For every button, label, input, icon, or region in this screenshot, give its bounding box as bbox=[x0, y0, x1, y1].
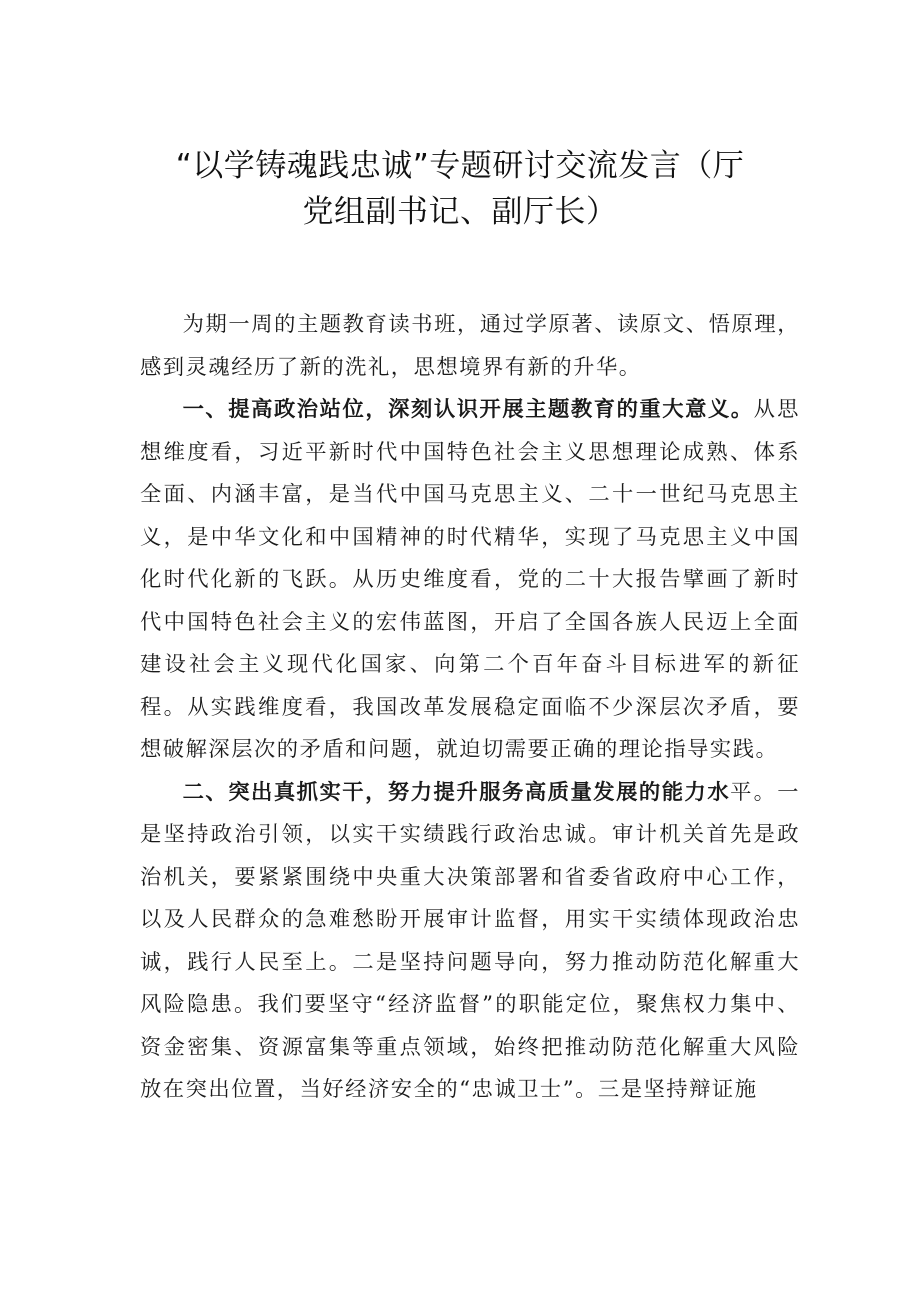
section-1-heading: 一、提高政治站位，深刻认识开展主题教育的重大意义。 bbox=[182, 397, 754, 422]
paragraph-section-2 bbox=[140, 772, 800, 1112]
section-2-heading: 二、突出真抓实干，努力提升服务高质量发展的能力水 bbox=[182, 779, 731, 805]
document-body bbox=[140, 304, 800, 1112]
paragraph-section-1 bbox=[140, 389, 800, 772]
section-1-text: 从思想维度看，习近平新时代中国特色社会主义思想理论成熟、体系全面、内涵丰富，是当代中国马克思主义、二十一世纪马克思主义，是中华文化和中国精神的时代精华，实现了马克思主义中国化时代化新的飞跃。从历史维度看，党的二十大报告擘画了新时代中国特色社会主义的宏伟蓝图，开启了全国各族人民迈上全面建设社会主义现代化国家、向第二个百年奋斗目标进军的新征程。从实践维度看，我国改革发展稳定面临不少深层次矛盾，要想破解深层次的矛盾和问题，就迫切需要正确的理论指导实践。 bbox=[140, 397, 800, 762]
section-2-text: 平。一是坚持政治引领，以实干实绩践行政治忠诚。审计机关首先是政治机关，要紧紧围绕中央重大决策部署和省委省政府中心工作，以及人民群众的急难愁盼开展审计监督，用实干实绩体现政治忠诚，践行人民至上。二是坚持问题导向，努力推动防范化解重大风险隐患。我们要坚守“经济监督”的职能定位，聚焦权力集中、资金密集、资源富集等重点领域，始终把推动防范化解重大风险放在突出位置，当好经济安全的“忠诚卫士”。三是坚持辩证施 bbox=[140, 779, 800, 1102]
document-title-line-1: “以学铸魂践忠诚”专题研讨交流发言（厅 bbox=[175, 148, 745, 184]
document-title-line-2: 党组副书记、副厅长） bbox=[302, 194, 618, 230]
paragraph-intro bbox=[140, 304, 800, 389]
paragraph-intro-text: 为期一周的主题教育读书班，通过学原著、读原文、悟原理，感到灵魂经历了新的洗礼，思想境界有新的升华。 bbox=[140, 312, 800, 380]
